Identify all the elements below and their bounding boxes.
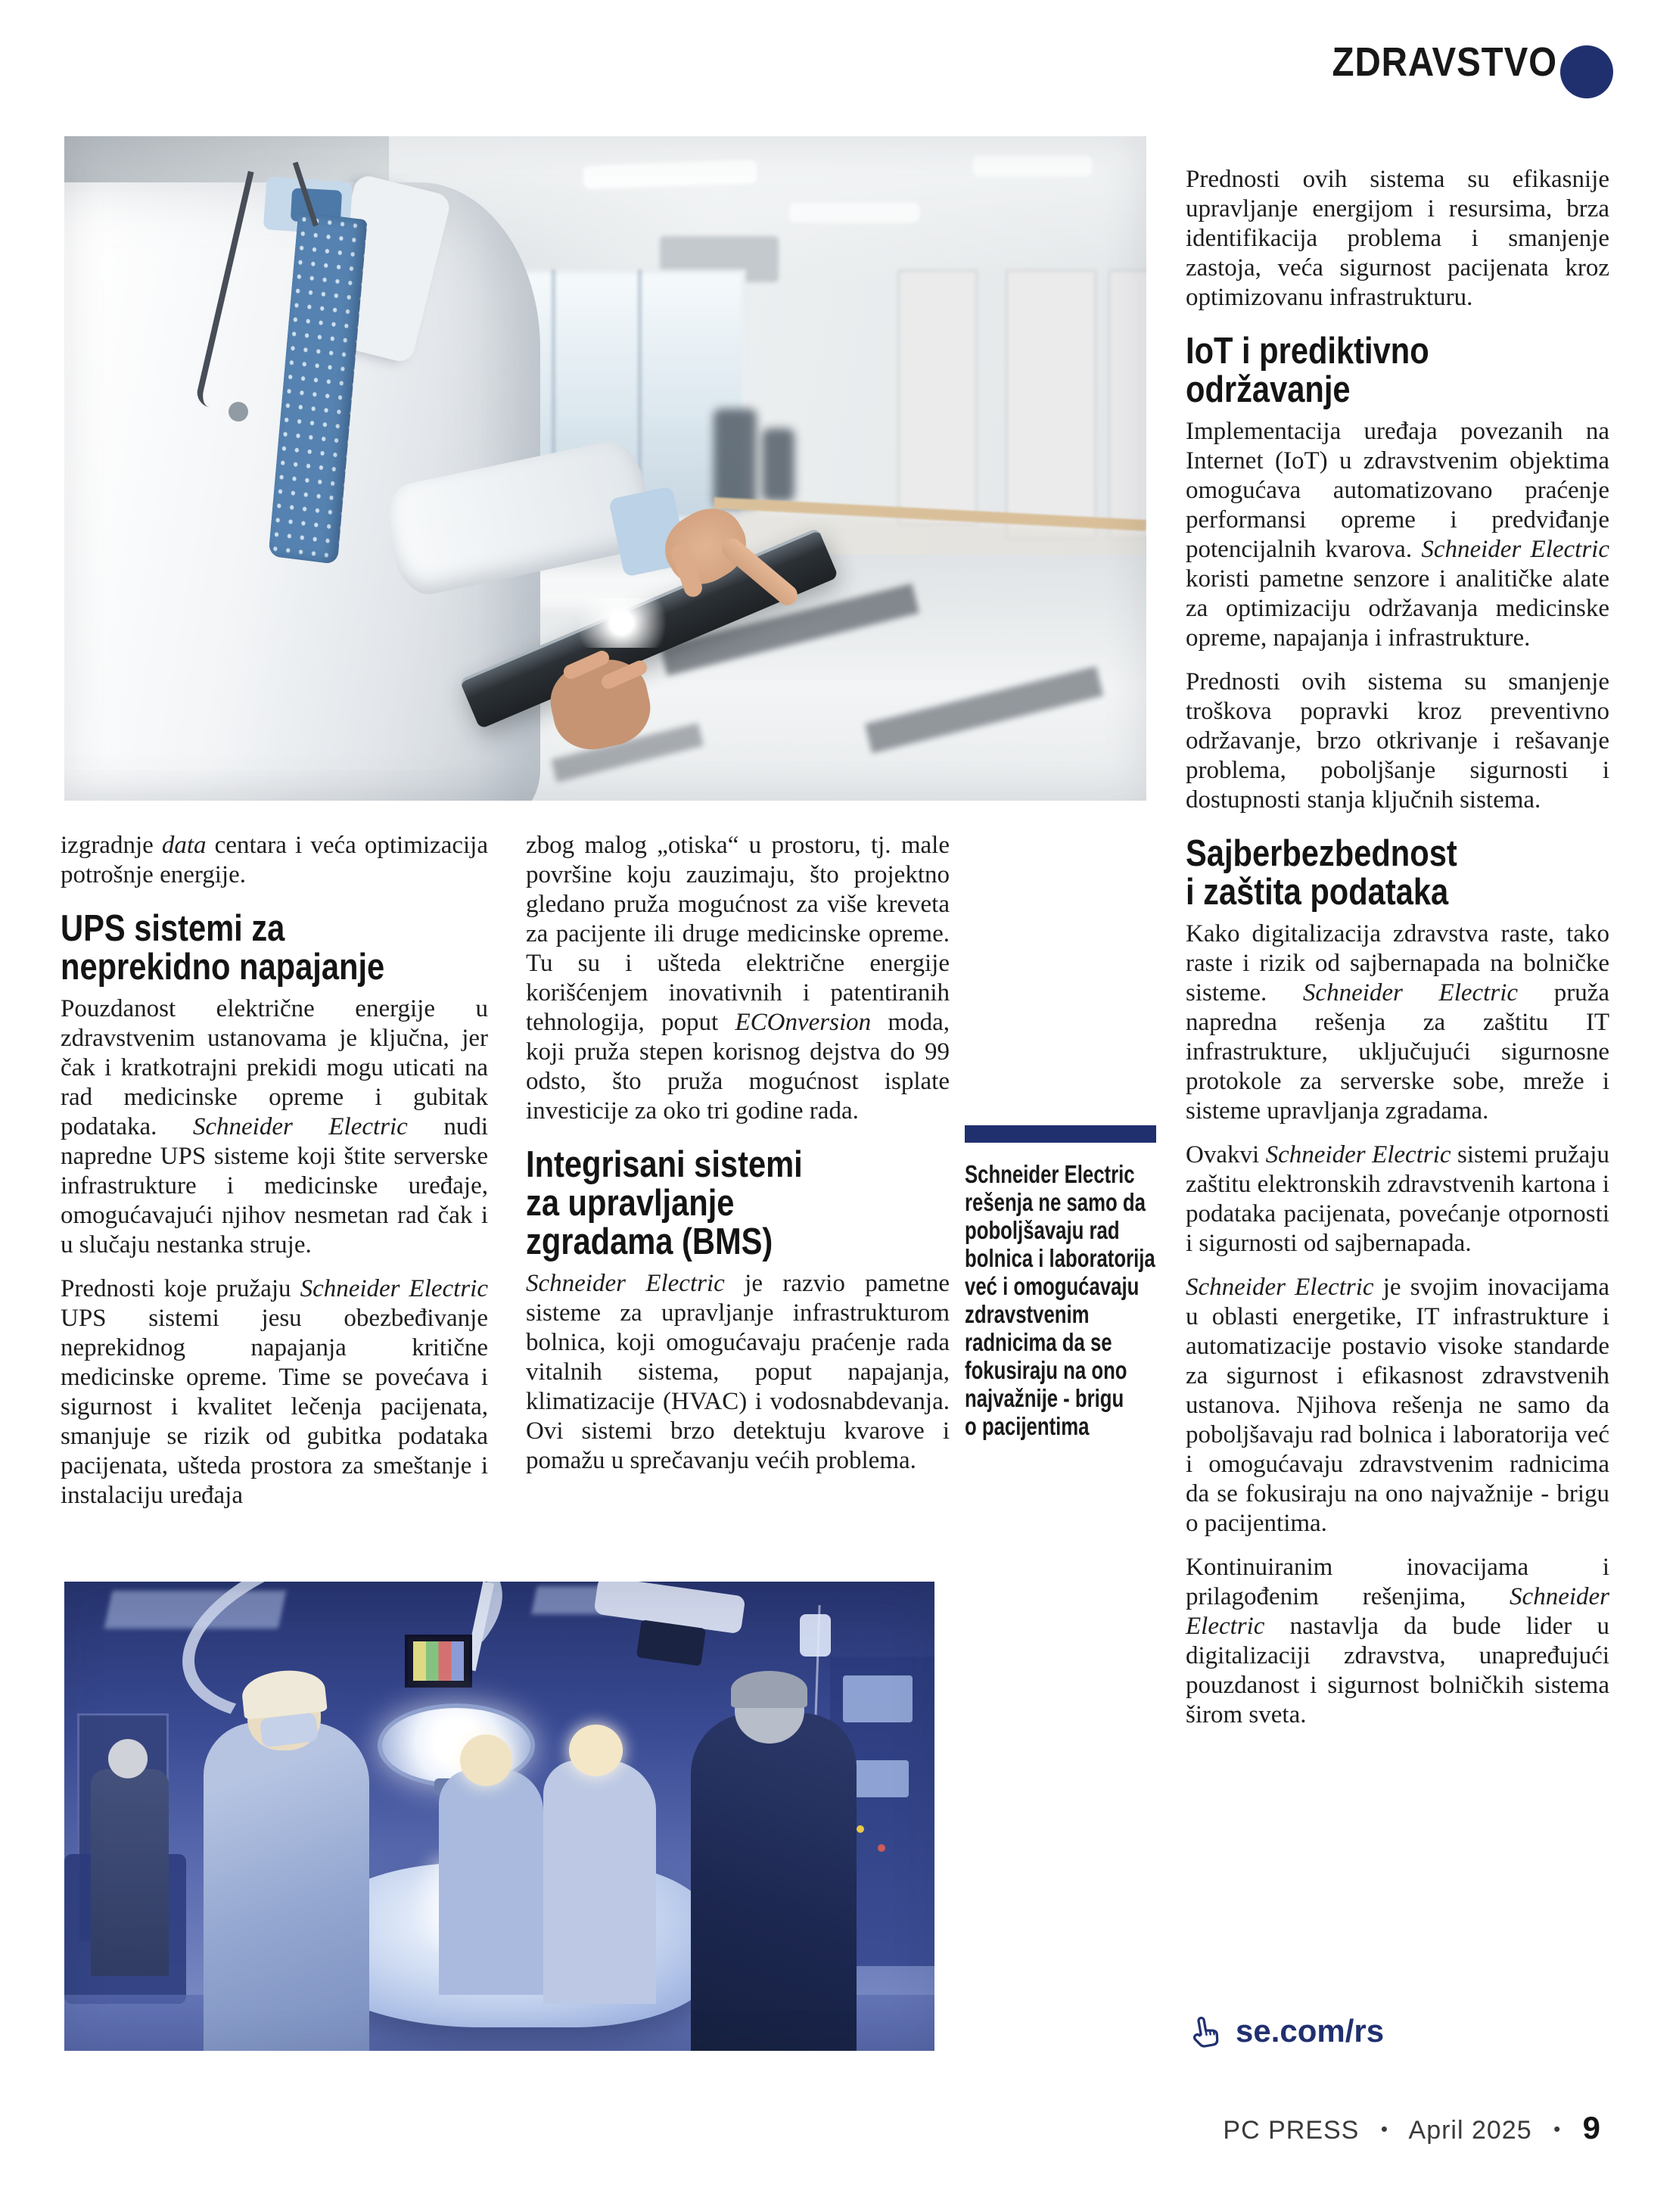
paragraph: Ovakvi Schneider Electric sistemi pružaju zaštitu elektronskih zdravstvenih kartona i podataka pacijenata, povećanje otpornosti i sigurnosti od sajbernapada.: [1186, 1141, 1609, 1257]
footer-magazine: PC PRESS: [1223, 2116, 1360, 2145]
footer-separator-icon: •: [1553, 2117, 1562, 2140]
heading-ups-systems: UPS sistemi za neprekidno napajanje: [61, 908, 385, 988]
section-label: ZDRAVSTVO: [1332, 39, 1557, 85]
footer-page-number: 9: [1582, 2110, 1600, 2145]
pullquote-text: Schneider Electric rešenja ne samo da poboljšavaju rad bolnica i laboratorija već i omogućavaju zdravstvenim radnicima da se fokusiraju na ono najvažnije - brigu o pacijentima: [965, 1160, 1155, 1440]
rack-screen: [843, 1675, 913, 1722]
paragraph: zbog malog „otiska“ u prostoru, tj. male površine koju zauzimaju, što projektno gledano pruža mogućnost za više kreveta za pacijente ili druge medicinske opreme. Tu su i ušteda električne energije korišćenjem inovativnih i patentiranih tehnologija, poput ECOnversion moda, koji pruža stepen korisnog dejstva do 99 odsto, što pruža mogućnost isplate investicije za oko tri godine rada.: [526, 832, 950, 1125]
distant-person: [762, 428, 794, 502]
surgeon-figure: [204, 1722, 369, 2051]
ceiling-light: [973, 156, 1092, 176]
heading-iot: IoT i prediktivno održavanje: [1186, 331, 1429, 410]
paragraph: Pouzdanost električne energije u zdravstvenim ustanovama je ključna, jer čak i kratkotrajni prekidi mogu uticati na rad medicinske opreme i gubitak podataka. Schneider Electric nudi napredne UPS sisteme koji štite serverske infrastrukture i medicinske uređaje, omogućavajući njihov nesmetan rad čak i u slučaju nestanka struje.: [61, 995, 489, 1258]
paragraph: Kontinuiranim inovacijama i prilagođenim rešenjima, Schneider Electric nastavlja da bude lider u digitalizaciji zdravstva, unapređujući pouzdanost i sigurnost bolničkih sistema širom sveta.: [1186, 1554, 1609, 1728]
paragraph: Schneider Electric je svojim inovacijama u oblasti energetike, IT infrastrukture i automatizacije postavio visoke standarde za sigurnost i efikasnost zdravstvenih ustanova. Njihova rešenja ne samo da poboljšavaju rad bolnica i laboratorija već i omogućavaju zdravstvenim radnicima da se fokusiraju na ono najvažnije - brigu o pacijentima.: [1186, 1274, 1609, 1537]
pullquote-rule: [965, 1125, 1156, 1143]
paragraph: Schneider Electric je razvio pametne sisteme za upravljanje infrastrukturom bolnica, koji omogućavaju praćenje rada vitalnih sistema, poput napajanja, klimatizacije (HVAC) i vodosnabdevanja. Ovi sistemi brzo detektuju kvarove i pomažu u sprečavanju većih problema.: [526, 1270, 950, 1474]
heading-bms: Integrisani sistemi za upravljanje zgradama (BMS): [526, 1144, 803, 1262]
surgeon-figure: [543, 1760, 657, 2004]
paragraph: Prednosti ovih sistema su smanjenje troškova popravki kroz preventivno održavanje, brzo otkrivanje i rešavanje problema, poboljšanje sigurnosti i dostupnosti stanja ključnih sistema.: [1186, 668, 1609, 814]
monitor-colorbars: [408, 1638, 469, 1685]
section-dot-icon: [1560, 45, 1613, 98]
pointer-hand-icon: [1183, 2008, 1228, 2054]
footer-issue: April 2025: [1408, 2116, 1532, 2145]
paragraph: izgradnje data centara i veća optimizacija potrošnje energije.: [61, 832, 488, 888]
screen-flare: [562, 598, 681, 648]
paragraph: Prednosti koje pružaju Schneider Electric UPS sistemi jesu obezbeđivanje neprekidnog napajanja kritične medicinske opreme. Time se povećava i sigurnost i kvalitet lečenja pacijenata, smanjuje se rizik od gubitka podataka pacijenata, ušteda prostora za smeštanje i instalaciju uređaja: [61, 1275, 488, 1509]
indicator-light: [857, 1825, 864, 1833]
column-right: [1186, 165, 1609, 1730]
column-left: [61, 831, 488, 1510]
surgeon-head: [569, 1725, 623, 1776]
doctor-tablet-photo: [64, 136, 1146, 801]
corridor-door: [1006, 269, 1096, 540]
footer-separator-icon: •: [1380, 2117, 1388, 2140]
surgeon-figure: [439, 1769, 543, 1995]
iv-bag: [800, 1614, 831, 1657]
paragraph: Kako digitalizacija zdravstva raste, tako raste i rizik od sajbernapada na bolničke sisteme. Schneider Electric pruža napredna rešenja za zaštitu IT infrastrukture, uključujući sigurnosne protokole za serverske sobe, mreže i sisteme upravljanja zgradama.: [1186, 920, 1609, 1125]
surgeon-head: [460, 1734, 512, 1786]
column-middle: [526, 831, 950, 1476]
heading-cybersecurity: Sajberbezbednost i zaštita podataka: [1186, 833, 1457, 913]
operating-room-photo: [64, 1582, 934, 2051]
distant-person: [714, 409, 757, 509]
page-footer: [0, 2110, 1600, 2146]
se-website-link[interactable]: [1186, 2011, 1384, 2051]
pull-quote: [965, 1125, 1192, 1440]
technician-figure: [691, 1713, 857, 2051]
corridor-door: [1109, 269, 1146, 540]
ceiling-light: [789, 203, 919, 222]
technician-cap: [731, 1671, 807, 1709]
se-link-label: se.com/rs: [1236, 2013, 1385, 2049]
rack-screen: [847, 1760, 909, 1798]
paragraph: Implementacija uređaja povezanih na Internet (IoT) u zdravstvenim objektima omogućava automatizovano praćenje performansi opreme i predviđanje potencijalnih kvarova. Schneider Electric koristi pametne senzore i analitičke alate za optimizaciju održavanja medicinske opreme, napajanja i infrastrukture.: [1186, 418, 1609, 652]
corridor-door: [897, 269, 978, 527]
nurse-figure: [91, 1769, 169, 1976]
paragraph: Prednosti ovih sistema su efikasnije upravljanje energijom i resursima, brza identifikacija problema i smanjenje zastoja, veća sigurnost pacijenata kroz optimizovanu infrastrukturu.: [1186, 166, 1609, 311]
